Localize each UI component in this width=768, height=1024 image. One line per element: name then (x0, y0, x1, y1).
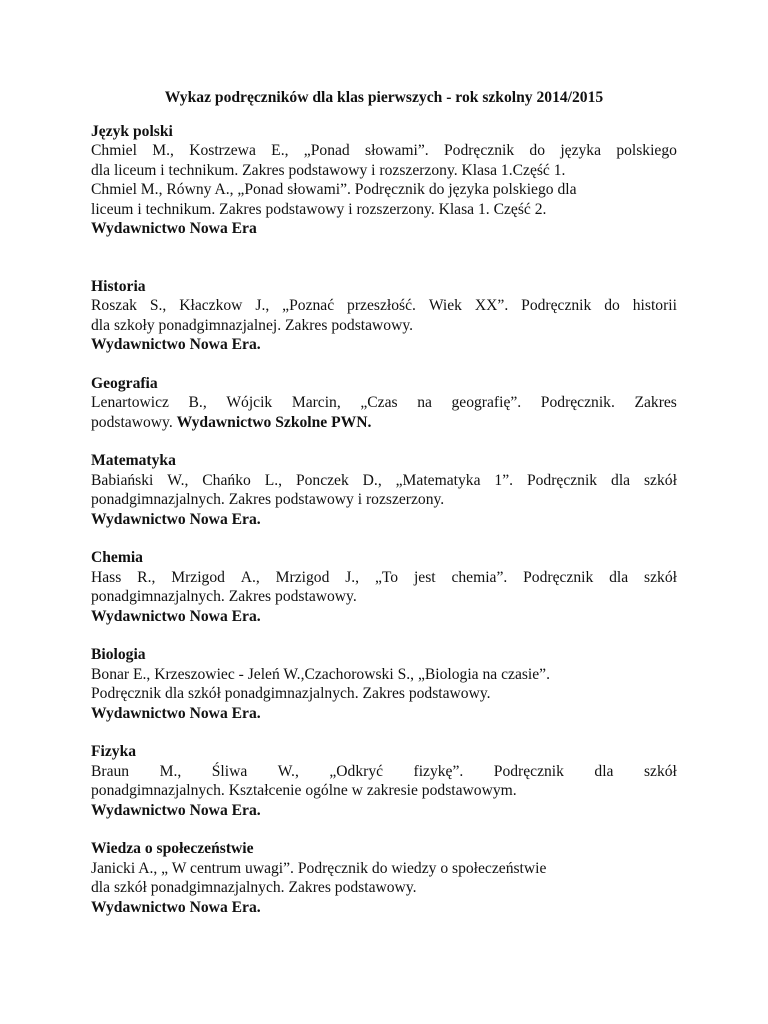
word: Babiański (91, 471, 154, 489)
word: Podręcznik (521, 297, 592, 314)
word: Podręcznik (523, 568, 594, 586)
word: W., (167, 471, 189, 489)
word: szkół (643, 471, 677, 489)
word: M., (159, 762, 182, 780)
word: Chańko (202, 471, 251, 489)
word: Hass (91, 568, 122, 586)
publisher-label: Wydawnictwo Nowa Era (91, 220, 257, 237)
body-line: ponadgimnazjalnych. Zakres podstawowy i rozszerzony. (91, 491, 445, 508)
word: słowami”. (365, 142, 429, 159)
word: Wiek (428, 297, 462, 314)
word: Mrzigod (171, 568, 225, 586)
word: dla (594, 762, 614, 780)
body-line (91, 568, 677, 588)
word: fizykę”. (413, 762, 464, 780)
body-line (91, 471, 677, 491)
word: J., (345, 568, 360, 586)
body-line: dla liceum i technikum. Zakres podstawowy i rozszerzony. Klasa 1.Część 1. (91, 161, 566, 179)
body-line: ponadgimnazjalnych. Kształcenie ogólne w zakresie podstawowym. (91, 782, 517, 799)
section-heading: Wiedza o społeczeństwie (91, 840, 254, 857)
word: Podręcznik (526, 471, 598, 489)
publisher-label: Wydawnictwo Nowa Era. (91, 898, 261, 916)
body-line (91, 393, 677, 413)
word: Wójcik (226, 394, 273, 411)
word: 1”. (494, 471, 514, 489)
word: XX”. (474, 297, 509, 314)
body-line (91, 413, 677, 433)
word: jest (413, 568, 436, 586)
section (91, 451, 677, 529)
section (91, 122, 677, 239)
section (91, 548, 677, 626)
word: Lenartowicz (91, 394, 169, 411)
section-spacer (91, 432, 677, 451)
word: L., (264, 471, 283, 489)
section-spacer (91, 820, 677, 839)
word: Zakres (634, 394, 677, 411)
section-heading: Matematyka (91, 452, 176, 469)
word: Śliwa (211, 762, 248, 780)
word: Podręcznik. (540, 394, 615, 411)
section (91, 277, 677, 355)
body-line: dla szkół ponadgimnazjalnych. Zakres podstawowy. (91, 879, 417, 896)
word: S., (149, 297, 167, 314)
word: geografię”. (451, 394, 522, 411)
word: Kłaczkow (179, 297, 243, 314)
section-spacer (91, 626, 677, 645)
body-line: ponadgimnazjalnych. Zakres podstawowy. (91, 588, 357, 605)
body-line: liceum i technikum. Zakres podstawowy i rozszerzony. Klasa 1. Część 2. (91, 200, 547, 218)
section-heading: Historia (91, 277, 146, 295)
word: Podręcznik (443, 142, 515, 159)
section (91, 742, 677, 820)
word: „Ponad (303, 142, 350, 159)
section (91, 374, 677, 433)
word: „Czas (360, 394, 398, 411)
word: dla (611, 471, 631, 489)
publisher-label: Wydawnictwo Nowa Era. (91, 607, 261, 625)
word: R., (137, 568, 156, 586)
body-line: Chmiel M., Równy A., „Ponad słowami”. Podręcznik do języka polskiego dla (91, 181, 577, 198)
body-line: Bonar E., Krzeszowiec - Jeleń W.,Czachorowski S., „Biologia na czasie”. (91, 665, 551, 683)
word: Chmiel (91, 142, 137, 159)
word: Ponczek (295, 471, 349, 489)
word: polskiego (616, 142, 677, 159)
sections-list (91, 122, 677, 918)
publisher-label: Wydawnictwo Nowa Era. (91, 510, 261, 528)
section (91, 839, 677, 917)
body-text: podstawowy. (91, 413, 177, 431)
word: chemia”. (451, 568, 508, 586)
section-heading: Chemia (91, 549, 143, 566)
publisher-label: Wydawnictwo Nowa Era. (91, 801, 261, 819)
document-title: Wykaz podręczników dla klas pierwszych - rok szkolny 2014/2015 (164, 89, 604, 106)
word: do (529, 142, 546, 159)
section-spacer (91, 529, 677, 548)
body-line: Janicki A., „ W centrum uwagi”. Podręcznik do wiedzy o społeczeństwie (91, 859, 547, 877)
body-line (91, 296, 677, 316)
word: Braun (91, 762, 130, 780)
section-spacer (91, 239, 677, 277)
body-line: dla szkoły ponadgimnazjalnej. Zakres podstawowy. (91, 316, 414, 334)
body-line (91, 141, 677, 161)
section-heading: Język polski (91, 122, 173, 140)
word: M., (152, 142, 174, 159)
section-spacer (91, 723, 677, 742)
body-line: Podręcznik dla szkół ponadgimnazjalnych. Zakres podstawowy. (91, 685, 491, 702)
word: „Matematyka (395, 471, 481, 489)
word: B., (188, 394, 207, 411)
word: na (417, 394, 432, 411)
word: D., (362, 471, 382, 489)
section-heading: Fizyka (91, 743, 137, 760)
section-heading: Biologia (91, 646, 146, 663)
word: „Odkryć (329, 762, 384, 780)
word: dla (609, 568, 629, 586)
publisher-label: Wydawnictwo Szkolne PWN. (176, 413, 372, 431)
section-spacer (91, 355, 677, 374)
word: J., (255, 297, 270, 314)
word: do (604, 297, 620, 314)
word: szkół (643, 762, 677, 780)
word: szkół (644, 568, 677, 586)
publisher-label: Wydawnictwo Nowa Era. (91, 704, 261, 722)
section-heading: Geografia (91, 374, 158, 392)
word: Podręcznik (493, 762, 564, 780)
word: A., (240, 568, 260, 586)
word: Kostrzewa (189, 142, 256, 159)
body-line (91, 762, 677, 782)
document-page (91, 88, 677, 917)
word: Marcin, (291, 394, 341, 411)
word: Roszak (91, 297, 137, 314)
word: E., (271, 142, 289, 159)
word: Mrzigod (275, 568, 330, 586)
publisher-label: Wydawnictwo Nowa Era. (91, 336, 261, 353)
word: historii (632, 297, 677, 314)
word: „To (374, 568, 399, 586)
word: „Poznać (282, 297, 335, 314)
section (91, 645, 677, 723)
word: języka (560, 142, 602, 159)
word: przeszłość. (347, 297, 416, 314)
word: W., (277, 762, 299, 780)
